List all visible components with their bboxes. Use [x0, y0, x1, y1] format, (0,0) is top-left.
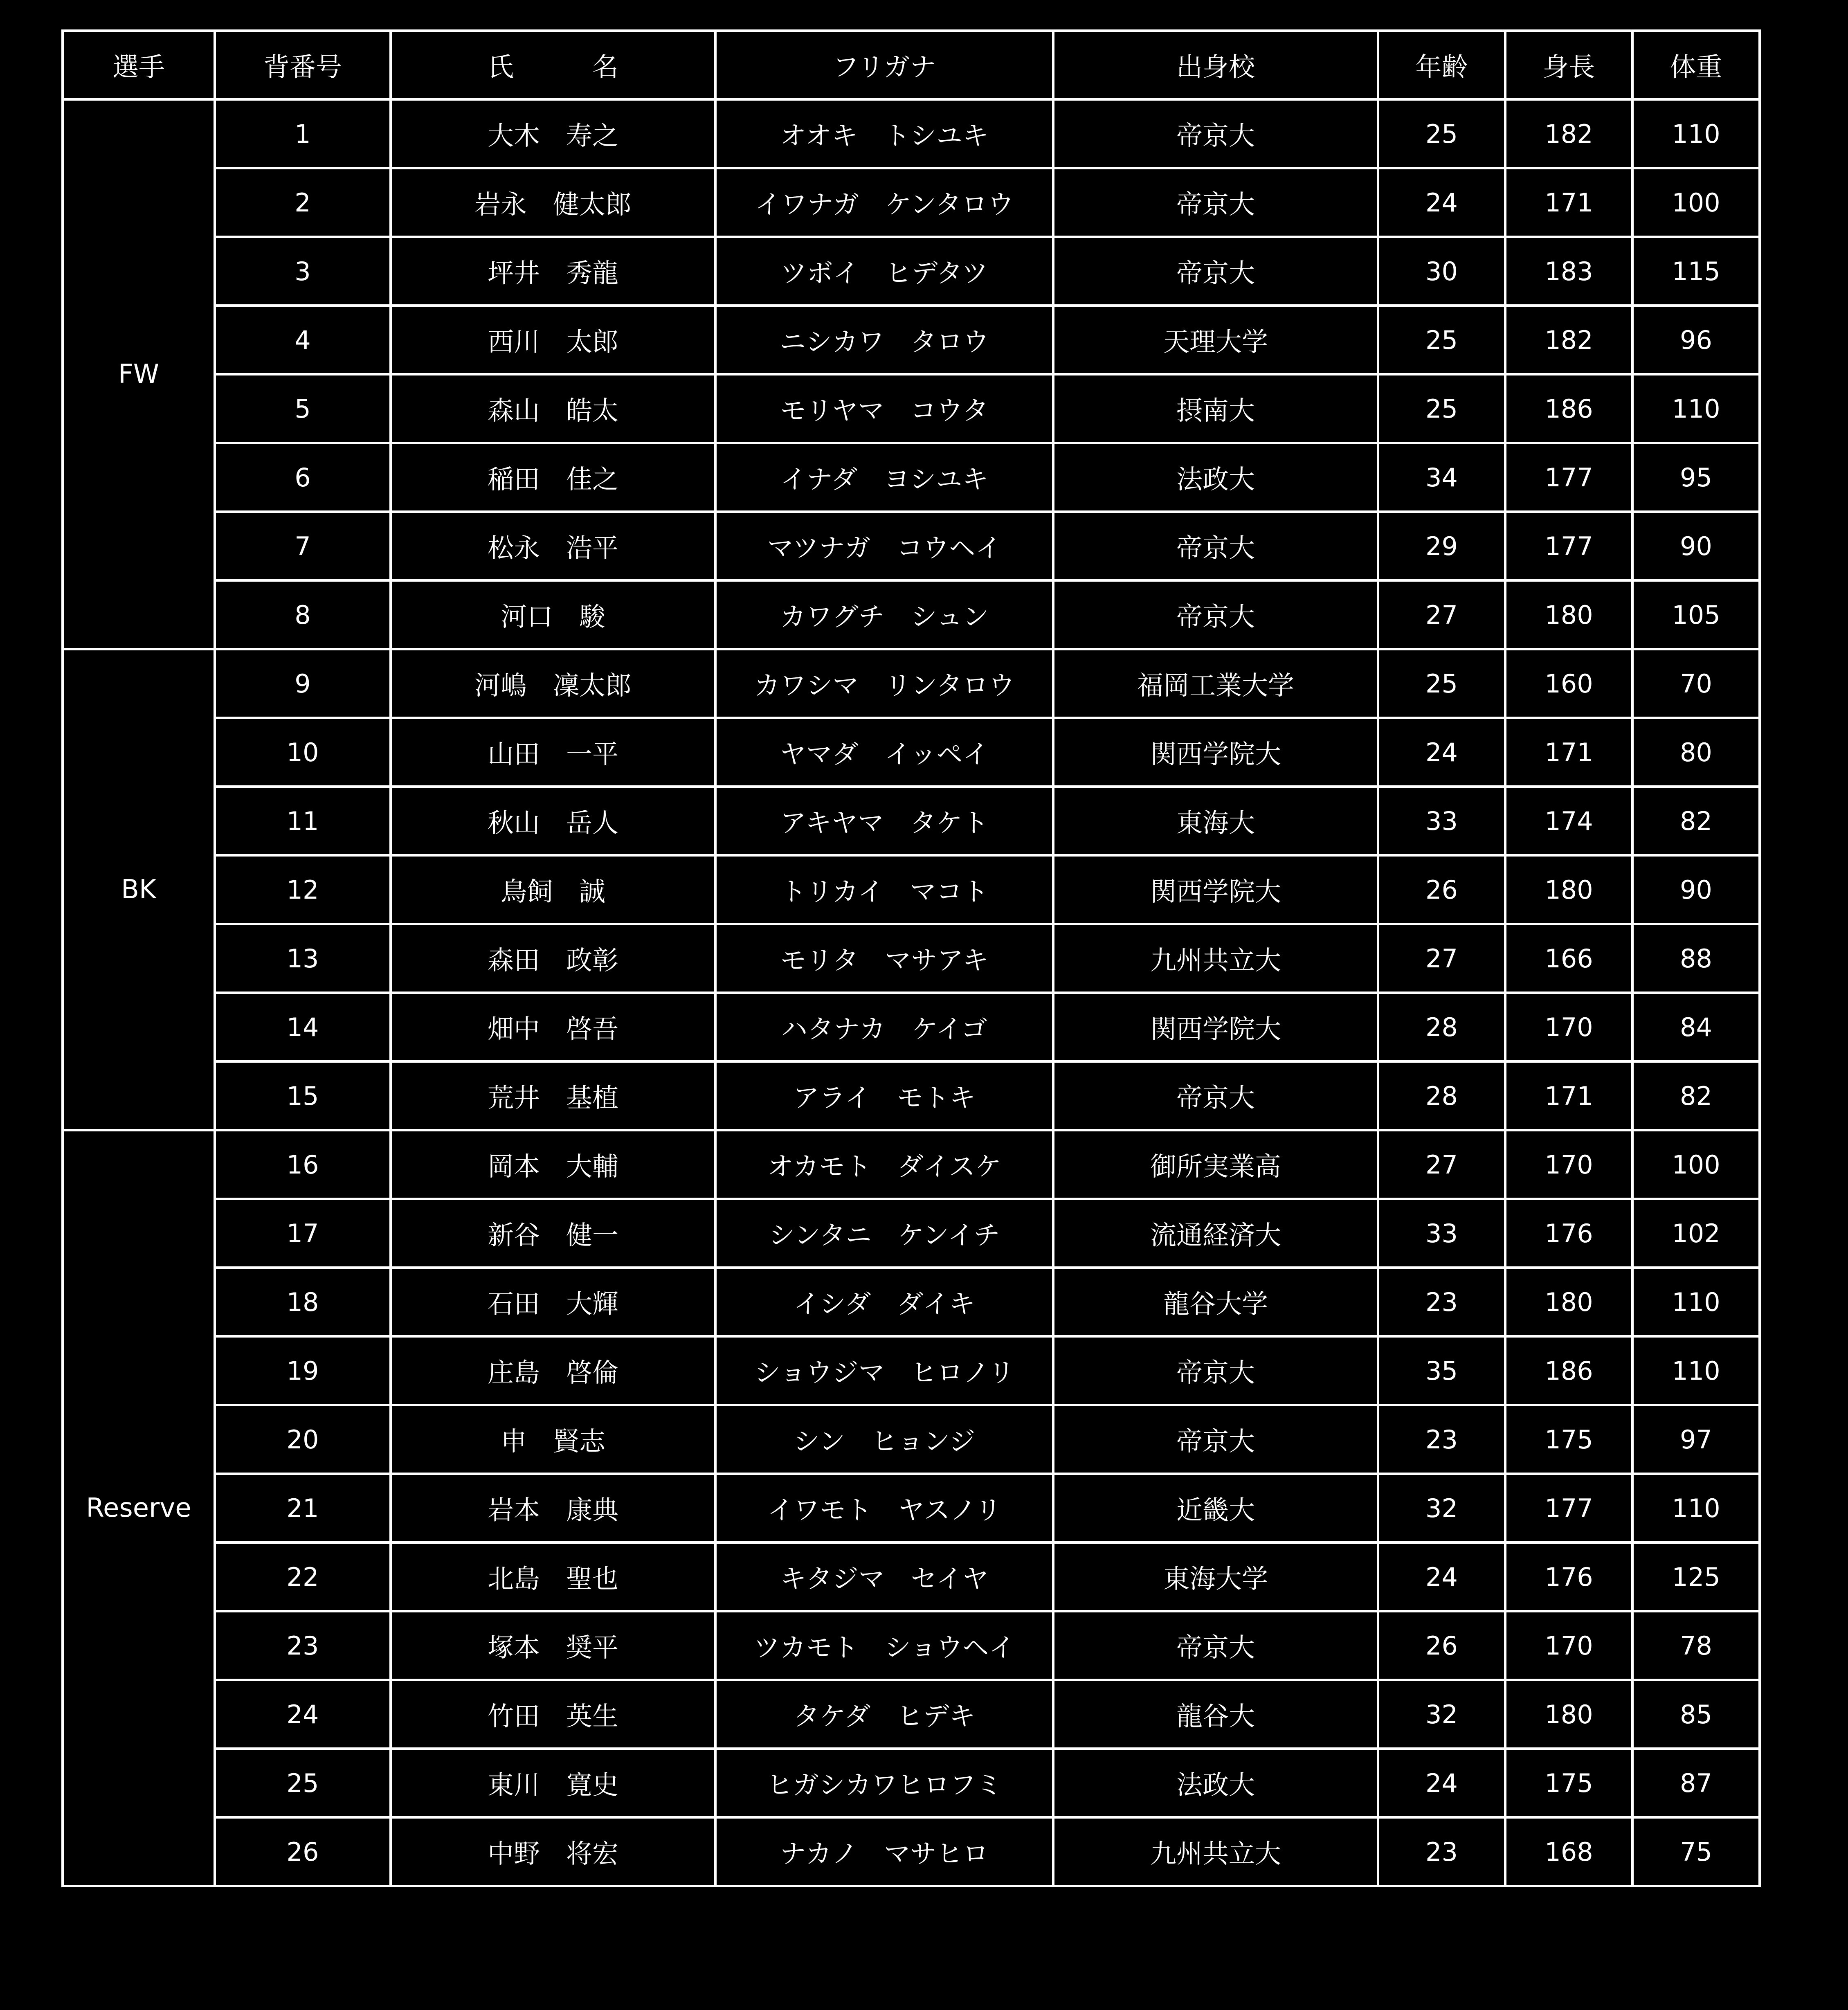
player-height: 175: [1505, 1405, 1632, 1474]
player-height: 160: [1505, 649, 1632, 718]
player-age: 32: [1378, 1474, 1505, 1542]
table-row: [63, 718, 1760, 787]
player-furigana: タケダ ヒデキ: [715, 1680, 1053, 1749]
player-furigana: アライ モトキ: [715, 1061, 1053, 1130]
table-row: [63, 1268, 1760, 1336]
player-school: 関西学院大: [1053, 718, 1378, 787]
table-row: [63, 512, 1760, 580]
player-height: 166: [1505, 924, 1632, 993]
header-jersey-number: 背番号: [215, 31, 391, 99]
jersey-number: 14: [215, 993, 391, 1061]
jersey-number: 20: [215, 1405, 391, 1474]
jersey-number: 26: [215, 1817, 391, 1886]
table-row: [63, 99, 1760, 168]
jersey-number: 18: [215, 1268, 391, 1336]
position-group-label: FW: [63, 99, 215, 649]
player-weight: 87: [1632, 1749, 1760, 1817]
player-age: 33: [1378, 787, 1505, 855]
player-weight: 97: [1632, 1405, 1760, 1474]
player-furigana: キタジマ セイヤ: [715, 1542, 1053, 1611]
player-furigana: シン ヒョンジ: [715, 1405, 1053, 1474]
player-age: 23: [1378, 1268, 1505, 1336]
player-school: 九州共立大: [1053, 924, 1378, 993]
player-school: 流通経済大: [1053, 1199, 1378, 1268]
player-weight: 90: [1632, 512, 1760, 580]
table-row: [63, 855, 1760, 924]
player-name: 森山 皓太: [391, 374, 715, 443]
player-age: 28: [1378, 993, 1505, 1061]
table-row: [63, 306, 1760, 374]
player-furigana: ハタナカ ケイゴ: [715, 993, 1053, 1061]
player-furigana: ニシカワ タロウ: [715, 306, 1053, 374]
player-height: 170: [1505, 1611, 1632, 1680]
player-age: 25: [1378, 374, 1505, 443]
player-name: 稲田 佳之: [391, 443, 715, 512]
player-age: 33: [1378, 1199, 1505, 1268]
jersey-number: 24: [215, 1680, 391, 1749]
player-height: 186: [1505, 1336, 1632, 1405]
player-weight: 75: [1632, 1817, 1760, 1886]
player-school: 東海大: [1053, 787, 1378, 855]
player-name: 申 賢志: [391, 1405, 715, 1474]
player-weight: 125: [1632, 1542, 1760, 1611]
player-weight: 96: [1632, 306, 1760, 374]
jersey-number: 7: [215, 512, 391, 580]
position-group-label: BK: [63, 649, 215, 1130]
jersey-number: 4: [215, 306, 391, 374]
jersey-number: 13: [215, 924, 391, 993]
table-row: [63, 443, 1760, 512]
player-age: 27: [1378, 1130, 1505, 1199]
player-weight: 115: [1632, 237, 1760, 306]
player-age: 25: [1378, 306, 1505, 374]
player-furigana: ショウジマ ヒロノリ: [715, 1336, 1053, 1405]
player-furigana: オオキ トシユキ: [715, 99, 1053, 168]
player-school: 近畿大: [1053, 1474, 1378, 1542]
player-weight: 110: [1632, 1474, 1760, 1542]
player-school: 九州共立大: [1053, 1817, 1378, 1886]
player-height: 183: [1505, 237, 1632, 306]
player-height: 180: [1505, 855, 1632, 924]
player-furigana: マツナガ コウヘイ: [715, 512, 1053, 580]
jersey-number: 8: [215, 580, 391, 649]
player-name: 森田 政彰: [391, 924, 715, 993]
table-row: [63, 1680, 1760, 1749]
player-height: 182: [1505, 306, 1632, 374]
player-furigana: トリカイ マコト: [715, 855, 1053, 924]
player-weight: 85: [1632, 1680, 1760, 1749]
player-school: 関西学院大: [1053, 993, 1378, 1061]
position-group-label: Reserve: [63, 1130, 215, 1886]
player-school: 法政大: [1053, 1749, 1378, 1817]
jersey-number: 19: [215, 1336, 391, 1405]
player-name: 松永 浩平: [391, 512, 715, 580]
player-furigana: アキヤマ タケト: [715, 787, 1053, 855]
roster-body: [63, 99, 1760, 1886]
player-height: 180: [1505, 1268, 1632, 1336]
player-age: 26: [1378, 855, 1505, 924]
player-school: 帝京大: [1053, 1061, 1378, 1130]
player-weight: 70: [1632, 649, 1760, 718]
table-row: [63, 374, 1760, 443]
player-height: 180: [1505, 1680, 1632, 1749]
player-school: 帝京大: [1053, 1405, 1378, 1474]
player-age: 27: [1378, 580, 1505, 649]
player-age: 24: [1378, 168, 1505, 237]
player-name: 岩永 健太郎: [391, 168, 715, 237]
player-weight: 78: [1632, 1611, 1760, 1680]
player-furigana: ツカモト ショウヘイ: [715, 1611, 1053, 1680]
player-height: 177: [1505, 1474, 1632, 1542]
player-weight: 82: [1632, 1061, 1760, 1130]
player-height: 170: [1505, 1130, 1632, 1199]
player-age: 24: [1378, 718, 1505, 787]
table-row: [63, 237, 1760, 306]
player-weight: 105: [1632, 580, 1760, 649]
player-weight: 84: [1632, 993, 1760, 1061]
player-furigana: カワシマ リンタロウ: [715, 649, 1053, 718]
player-weight: 110: [1632, 1268, 1760, 1336]
player-name: 東川 寛史: [391, 1749, 715, 1817]
player-age: 24: [1378, 1542, 1505, 1611]
jersey-number: 2: [215, 168, 391, 237]
table-row: [63, 1061, 1760, 1130]
player-height: 186: [1505, 374, 1632, 443]
player-age: 35: [1378, 1336, 1505, 1405]
player-name: 塚本 奨平: [391, 1611, 715, 1680]
header-age: 年齢: [1378, 31, 1505, 99]
player-name: 荒井 基植: [391, 1061, 715, 1130]
player-furigana: モリタ マサアキ: [715, 924, 1053, 993]
player-school: 帝京大: [1053, 580, 1378, 649]
player-weight: 82: [1632, 787, 1760, 855]
player-weight: 110: [1632, 99, 1760, 168]
player-height: 176: [1505, 1199, 1632, 1268]
player-furigana: イワナガ ケンタロウ: [715, 168, 1053, 237]
player-age: 23: [1378, 1817, 1505, 1886]
header-row: [63, 31, 1760, 99]
jersey-number: 12: [215, 855, 391, 924]
player-height: 180: [1505, 580, 1632, 649]
player-school: 帝京大: [1053, 99, 1378, 168]
player-name: 河口 駿: [391, 580, 715, 649]
player-age: 30: [1378, 237, 1505, 306]
header-school: 出身校: [1053, 31, 1378, 99]
jersey-number: 22: [215, 1542, 391, 1611]
player-age: 27: [1378, 924, 1505, 993]
player-name: 秋山 岳人: [391, 787, 715, 855]
player-weight: 88: [1632, 924, 1760, 993]
player-name: 畑中 啓吾: [391, 993, 715, 1061]
table-row: [63, 1749, 1760, 1817]
player-school: 法政大: [1053, 443, 1378, 512]
player-name: 鳥飼 誠: [391, 855, 715, 924]
player-height: 168: [1505, 1817, 1632, 1886]
player-name: 石田 大輝: [391, 1268, 715, 1336]
table-row: [63, 1611, 1760, 1680]
table-row: [63, 580, 1760, 649]
table-row: [63, 924, 1760, 993]
table-row: [63, 1336, 1760, 1405]
header-height: 身長: [1505, 31, 1632, 99]
jersey-number: 1: [215, 99, 391, 168]
player-name: 新谷 健一: [391, 1199, 715, 1268]
player-weight: 110: [1632, 1336, 1760, 1405]
player-height: 171: [1505, 1061, 1632, 1130]
jersey-number: 21: [215, 1474, 391, 1542]
player-name: 河嶋 凜太郎: [391, 649, 715, 718]
player-height: 175: [1505, 1749, 1632, 1817]
header-weight: 体重: [1632, 31, 1760, 99]
jersey-number: 23: [215, 1611, 391, 1680]
header-position: 選手: [63, 31, 215, 99]
player-name: 大木 寿之: [391, 99, 715, 168]
player-name: 北島 聖也: [391, 1542, 715, 1611]
jersey-number: 25: [215, 1749, 391, 1817]
table-row: [63, 787, 1760, 855]
jersey-number: 9: [215, 649, 391, 718]
player-weight: 90: [1632, 855, 1760, 924]
player-furigana: カワグチ シュン: [715, 580, 1053, 649]
player-furigana: オカモト ダイスケ: [715, 1130, 1053, 1199]
player-age: 32: [1378, 1680, 1505, 1749]
table-row: [63, 1817, 1760, 1886]
player-weight: 102: [1632, 1199, 1760, 1268]
player-school: 帝京大: [1053, 1611, 1378, 1680]
player-height: 171: [1505, 168, 1632, 237]
player-furigana: イナダ ヨシユキ: [715, 443, 1053, 512]
table-row: [63, 1474, 1760, 1542]
player-height: 182: [1505, 99, 1632, 168]
player-name: 坪井 秀龍: [391, 237, 715, 306]
player-school: 福岡工業大学: [1053, 649, 1378, 718]
player-age: 29: [1378, 512, 1505, 580]
player-weight: 80: [1632, 718, 1760, 787]
player-weight: 100: [1632, 168, 1760, 237]
table-row: [63, 993, 1760, 1061]
player-school: 天理大学: [1053, 306, 1378, 374]
table-row: [63, 168, 1760, 237]
player-school: 御所実業高: [1053, 1130, 1378, 1199]
jersey-number: 17: [215, 1199, 391, 1268]
table-row: [63, 1542, 1760, 1611]
header-furigana: フリガナ: [715, 31, 1053, 99]
player-name: 中野 将宏: [391, 1817, 715, 1886]
player-age: 26: [1378, 1611, 1505, 1680]
jersey-number: 11: [215, 787, 391, 855]
player-school: 摂南大: [1053, 374, 1378, 443]
player-name: 西川 太郎: [391, 306, 715, 374]
player-school: 帝京大: [1053, 1336, 1378, 1405]
player-age: 28: [1378, 1061, 1505, 1130]
player-height: 176: [1505, 1542, 1632, 1611]
player-name: 岩本 康典: [391, 1474, 715, 1542]
table-row: [63, 649, 1760, 718]
player-weight: 110: [1632, 374, 1760, 443]
jersey-number: 16: [215, 1130, 391, 1199]
jersey-number: 5: [215, 374, 391, 443]
player-age: 23: [1378, 1405, 1505, 1474]
player-height: 170: [1505, 993, 1632, 1061]
player-furigana: イシダ ダイキ: [715, 1268, 1053, 1336]
jersey-number: 6: [215, 443, 391, 512]
player-weight: 95: [1632, 443, 1760, 512]
roster-table: [61, 29, 1761, 1887]
player-height: 177: [1505, 512, 1632, 580]
jersey-number: 3: [215, 237, 391, 306]
table-row: [63, 1199, 1760, 1268]
player-height: 174: [1505, 787, 1632, 855]
player-school: 帝京大: [1053, 237, 1378, 306]
player-age: 24: [1378, 1749, 1505, 1817]
player-furigana: ツボイ ヒデタツ: [715, 237, 1053, 306]
jersey-number: 10: [215, 718, 391, 787]
player-school: 東海大学: [1053, 1542, 1378, 1611]
player-height: 171: [1505, 718, 1632, 787]
player-furigana: ヤマダ イッペイ: [715, 718, 1053, 787]
player-name: 竹田 英生: [391, 1680, 715, 1749]
player-name: 庄島 啓倫: [391, 1336, 715, 1405]
player-name: 山田 一平: [391, 718, 715, 787]
player-age: 25: [1378, 99, 1505, 168]
jersey-number: 15: [215, 1061, 391, 1130]
player-weight: 100: [1632, 1130, 1760, 1199]
player-age: 34: [1378, 443, 1505, 512]
player-furigana: モリヤマ コウタ: [715, 374, 1053, 443]
header-name: 氏 名: [391, 31, 715, 99]
player-school: 龍谷大学: [1053, 1268, 1378, 1336]
player-school: 関西学院大: [1053, 855, 1378, 924]
player-furigana: シンタニ ケンイチ: [715, 1199, 1053, 1268]
player-furigana: イワモト ヤスノリ: [715, 1474, 1053, 1542]
player-furigana: ナカノ マサヒロ: [715, 1817, 1053, 1886]
table-row: [63, 1130, 1760, 1199]
player-school: 帝京大: [1053, 512, 1378, 580]
player-furigana: ヒガシカワヒロフミ: [715, 1749, 1053, 1817]
player-age: 25: [1378, 649, 1505, 718]
player-school: 帝京大: [1053, 168, 1378, 237]
player-name: 岡本 大輔: [391, 1130, 715, 1199]
player-height: 177: [1505, 443, 1632, 512]
table-row: [63, 1405, 1760, 1474]
player-school: 龍谷大: [1053, 1680, 1378, 1749]
